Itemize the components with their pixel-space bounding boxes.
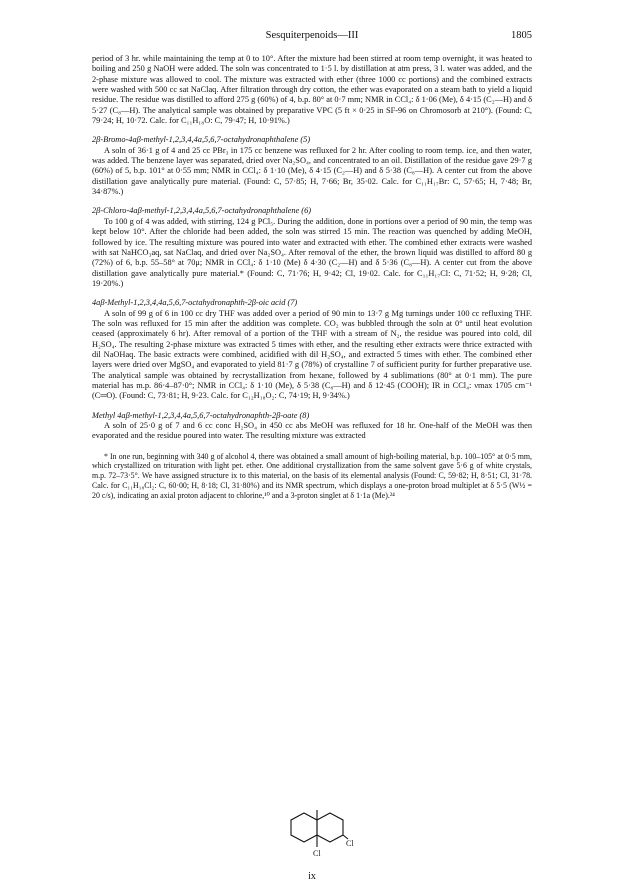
chemical-structure-ix <box>274 803 354 865</box>
running-header <box>92 30 532 46</box>
compound-heading-7: 4aβ-Methyl-1,2,3,4,4a,5,6,7-octahydronaphth-2β-oic acid (7) <box>92 298 298 308</box>
paragraph-compound-5: A soln of 36·1 g of 4 and 25 cc PBr₃ in 175 cc benzene was refluxed for 2 hr. After cooling to room temp. ice, and then water, was added. The benzene layer was separated, dried over Na₂SO₄, and concentrated to an oil. Distillation of the residue gave 29·7 g (60%) of 5, b.p. 101° at 0·55 mm; NMR in CCl₄: δ 1·10 (Me), δ 4·15 (C₂—H) and δ 5·38 (C₈—H). A center cut from the above distillation gave analytically pure material. (Found: C, 57·85; H, 7·66; Br, 35·02. Calc. for C₁₁H₁₇Br: C, 57·65; H, 7·48; Br, 34·87%.) <box>92 145 532 197</box>
paragraph-compound-8: A soln of 25·0 g of 7 and 6 cc conc H₂SO₄ in 450 cc abs MeOH was refluxed for 18 hr. One-half of the MeOH was then evaporated and the residue poured into water. The resulting mixture was extracted <box>92 421 532 441</box>
paragraph-continuation: period of 3 hr. while maintaining the temp at 0 to 10°. After the mixture had been stirred at room temp overnight, it was heated to boiling and 250 g NaOH were added. The soln was concentrated to 1·5 l. by distillation at atm press, 3 l. water was added, and the 2-phase mixture was allowed to cool. The mixture was extracted with ether (three 1000 cc portions) and the combined extracts were washed with 500 cc sat NaClaq. After filtration through dry cotton, the ether was evaporated on a steam bath to yield a liquid residue. The residue was distilled to afford 275 g (60%) of 4, b.p. 80° at 0·7 mm; NMR in CCl₄: δ 1·06 (Me), δ 4·15 (C₂—H) and δ 5·27 (C₈—H). The analytical sample was obtained by preparative VPC (5 ft × 0·25 in SF-96 on Chromosorb at 210°). (Found: C, 79·24; H, 10·72. Calc. for C₁₁H₁₈O: C, 79·47; H, 10·91%.) <box>92 54 532 126</box>
paragraph-compound-6: To 100 g of 4 was added, with stirring, 124 g PCl₅. During the addition, done in portions over a period of 90 min, the temp was kept below 10°. After the chloride had been added, the soln was stirred 15 min. The reaction was quenched by adding MeOH, followed by ice. The resulting mixture was poured into water and extracted with ether. The combined ether extracts were washed with sat NaHCO₃aq, sat NaClaq, and dried over Na₂SO₄. After removal of the ether, the brown liquid was distilled to afford 80 g (72%) of 6, b.p. 55–58° at 70μ; NMR in CCl₄: δ 1·10 (Me) δ 4·30 (C₂—H) and δ 5·36 (C₈—H). A center cut from the above distillation gave analytically pure material.* (Found: C, 71·76; H, 9·42; Cl, 19·02. Calc. for C₁₁H₁₇Cl: C, 71·52; H, 9·28; Cl, 19·20%.) <box>92 216 532 288</box>
footnote: * In one run, beginning with 340 g of alcohol 4, there was obtained a small amount of high-boiling material, b.p. 100–105° at 0·5 mm, which crystallized on trituration with light pet. ether. One additional crystallization from the same solvent gave 5·6 g of white crystals, m.p. 72–73·5°. We have assigned structure ix to this material, on the basis of its elemental analysis (Found: C, 59·82; H, 8·51; Cl, 31·78. Calc. for C₁₁H₁₈Cl₂: C, 60·00; H, 8·18; Cl, 31·80%) and its NMR spectrum, which displays a one-proton broad multiplet at δ 5·5 (W½ = 20 c/s), indicating an axial proton adjacent to chlorine,¹⁰ and a 3-proton singlet at δ 1·1a (Me).²⁴ <box>92 451 532 500</box>
compound-heading-8: Methyl 4aβ-methyl-1,2,3,4,4a,5,6,7-octahydronaphth-2β-oate (8) <box>92 410 310 420</box>
compound-heading-5: 2β-Bromo-4aβ-methyl-1,2,3,4,4a,5,6,7-octahydronaphthalene (5) <box>92 135 311 145</box>
chlorine-label-bottom: Cl <box>313 849 321 858</box>
article-body <box>92 54 532 501</box>
compound-heading-6: 2β-Chloro-4aβ-methyl-1,2,3,4,4a,5,6,7-octahydronaphthalene (6) <box>92 206 312 216</box>
decalin-rings <box>291 810 348 847</box>
chlorine-label-right: Cl <box>346 839 354 848</box>
paragraph-compound-7: A soln of 99 g of 6 in 100 cc dry THF was added over a period of 90 min to 13·7 g Mg turnings under 100 cc refluxing THF. The soln was refluxed for 15 min after the addition was complete. CO₂ was bubbled through the soln at 0° until heat evolution ceased (approximately 6 hr). After removal of a portion of the THF with a stream of N₂, the residue was poured into cold, dil H₂SO₄. The resulting 2-phase mixture was extracted 5 times with ether, and the resulting ether extracts were thrice extracted with dil NaOHaq. The basic extracts were combined, acidified with dil H₂SO₄, and extracted 5 times with ether. The combined ether layers were dried over MgSO₄ and evaporated to yield 81·7 g (78%) of crystalline 7 of sufficient purity for further preparative use. The analytical sample was obtained by recrystallization from hexane, followed by 4 sublimations (80° at 0·1 mm). The pure material has m.p. 86·4–87·0°; NMR in CCl₄: δ 1·10 (Me), δ 5·38 (C₈—H) and δ 12·45 (COOH); IR in CCl₄: νmax 1705 cm⁻¹ (C═O). (Found: C, 73·81; H, 9·23. Calc. for C₁₂H₁₈O₂: C, 74·19; H, 9·34%.) <box>92 308 532 401</box>
left-ring <box>291 813 317 842</box>
structure-caption: ix <box>308 871 316 882</box>
page-number: 1805 <box>511 30 532 41</box>
right-ring <box>317 813 343 842</box>
running-title: Sesquiterpenoids—III <box>265 30 359 41</box>
